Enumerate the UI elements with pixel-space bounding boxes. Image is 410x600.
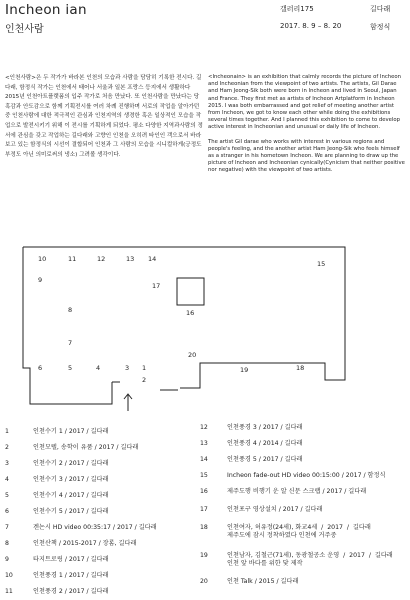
floor-plan-label: 17 bbox=[152, 282, 161, 290]
work-number: 19 bbox=[200, 552, 208, 559]
work-title: Incheon fade-out HD video 00:15:00 / 2017 / 함정식 bbox=[227, 472, 386, 479]
intro-korean: <인천사람>은 두 작가가 바라본 인천의 모습과 사람을 담담히 기록한 전시다. 길다래, 함정식 작가는 인천에서 태어나 서울과 일본 프랑스 등지에서 생활하다 2015년 인천아트플랫폼의 입주 작가로 처음 만났다. 또 인천사람을 만났다는 당혹감과 안도감으로 함께 기획전시를 여러 차례 진행하며 서로의 작업을 알아가던 중 인천사람에 대한 적극적인 관심과 인천지역의 생경한 혹은 일상적인 모습을 작업으로 발전시키기 위해 이 전시를 기획하게 되었다. 평소 다양한 지역과사람의 정서에 관심을 갖고 작업하는 길다래와 고향인 인천을 오히려 타인인 객으로서 바라보고 있는 함정식의 시선이 결합되어 인천과 그 사람의 모습을 시니컬하게(긍정도 부정도 아닌 의미로써의 냉소) 그려볼 생각이다. bbox=[5, 75, 203, 158]
work-number: 17 bbox=[200, 506, 208, 513]
floor-plan-label: 15 bbox=[317, 260, 326, 268]
work-number: 5 bbox=[5, 492, 9, 499]
floor-plan-label: 12 bbox=[97, 255, 106, 263]
floor-plan-label: 14 bbox=[148, 255, 157, 263]
work-title: 인천모텔, 송학이 유품 / 2017 / 길다래 bbox=[33, 444, 139, 451]
floor-plan-label: 7 bbox=[68, 339, 73, 347]
work-number: 12 bbox=[200, 424, 208, 431]
floor-plan-label: 11 bbox=[68, 255, 77, 263]
work-number: 6 bbox=[5, 508, 9, 515]
floor-plan-label: 10 bbox=[38, 255, 47, 263]
floor-plan-label: 6 bbox=[38, 364, 43, 372]
work-title: 인천풍경 3 / 2017 / 길다래 bbox=[227, 424, 303, 431]
work-number: 11 bbox=[5, 588, 13, 595]
floor-plan-label: 8 bbox=[68, 306, 73, 314]
work-number: 1 bbox=[5, 428, 9, 435]
work-title: 인천수기 4 / 2017 / 길다래 bbox=[33, 492, 109, 499]
work-number: 3 bbox=[5, 460, 9, 467]
floor-plan-wall-left bbox=[23, 247, 112, 404]
work-title: 인천수기 5 / 2017 / 길다래 bbox=[33, 508, 109, 515]
floor-plan-label: 20 bbox=[188, 351, 197, 359]
work-title: 인천남자, 김철근(71세), 동광철공소 운영 / 2017 / 길다래 인천 앞 바다를 위한 닻 제작 bbox=[227, 552, 393, 567]
exhibition-title: Incheon ian bbox=[5, 2, 87, 18]
floor-plan-label: 16 bbox=[186, 309, 195, 317]
floor-plan-label: 4 bbox=[96, 364, 101, 372]
work-title: 제주도행 비행기 운 알 신문 스크랩 / 2017 / 길다래 bbox=[227, 488, 367, 495]
work-title: 인천수기 2 / 2017 / 길다래 bbox=[33, 460, 109, 467]
work-title: 인천여자, 허유정(24세), 화교4세 / 2017 / 길다래 제주도에 잠시 정착하였다 인천에 거주중 bbox=[227, 524, 371, 539]
work-number: 18 bbox=[200, 524, 208, 531]
work-title: 인천풍경 5 / 2017 / 길다래 bbox=[227, 456, 303, 463]
work-number: 7 bbox=[5, 524, 9, 531]
floor-plan-label: 3 bbox=[125, 364, 130, 372]
work-number: 8 bbox=[5, 540, 9, 547]
floor-plan-label: 19 bbox=[240, 366, 249, 374]
floor-plan-pillar bbox=[177, 278, 204, 305]
exhibition-dates: 2017. 8. 9 – 8. 20 bbox=[280, 22, 342, 30]
work-number: 13 bbox=[200, 440, 208, 447]
work-number: 9 bbox=[5, 556, 9, 563]
work-title: 인천풍경 2 / 2017 / 길다래 bbox=[33, 588, 109, 595]
work-title: 겐논시 HD video 00:35:17 / 2017 / 길다래 bbox=[33, 524, 157, 531]
work-title: 인천산책 / 2015-2017 / 장롬, 길다래 bbox=[33, 540, 137, 547]
work-number: 15 bbox=[200, 472, 208, 479]
gallery-name: 갤러리175 bbox=[280, 5, 314, 13]
work-number: 20 bbox=[200, 578, 208, 585]
work-title: 인천풍경 1 / 2017 / 길다래 bbox=[33, 572, 109, 579]
floor-plan-label: 9 bbox=[38, 276, 43, 284]
floor-plan-label: 13 bbox=[126, 255, 135, 263]
artist-name-2: 함정식 bbox=[370, 23, 391, 31]
artist-name-1: 길다래 bbox=[370, 5, 391, 13]
exhibition-subtitle: 인천사람 bbox=[5, 24, 44, 35]
work-number: 10 bbox=[5, 572, 13, 579]
work-number: 2 bbox=[5, 444, 9, 451]
work-number: 4 bbox=[5, 476, 9, 483]
entrance-arrow bbox=[124, 394, 132, 411]
work-number: 14 bbox=[200, 456, 208, 463]
floor-plan-label: 5 bbox=[68, 364, 73, 372]
work-title: 인천 Talk / 2015 / 길다래 bbox=[227, 578, 299, 585]
floor-plan-label: 1 bbox=[142, 364, 147, 372]
work-title: 인천풍경 4 / 2014 / 길다래 bbox=[227, 440, 303, 447]
floor-plan-label: 2 bbox=[142, 376, 147, 384]
floor-plan-label: 18 bbox=[296, 364, 305, 372]
work-number: 16 bbox=[200, 488, 208, 495]
work-title: 인천수기 1 / 2017 / 길다래 bbox=[33, 428, 109, 435]
work-title: 타지트로링 / 2017 / 길다래 bbox=[33, 556, 109, 563]
intro-english-paragraph-1: <Incheonain> is an exhibition that calmly records the picture of Incheon and Incheonian from the viewpoint of two artists. The artists, Gil Darae and Ham Jeong-Sik both were born in Incheon and lived in Seoul, Japan and France. They first met as artists of Incheon Artplatform in Incheon 2015. I was both embarrassed and got relief of meeting another artist from Incheon, we got to know each other while doing the exhibitions several times together. And I planned this exhibition to come to develop active interest in Incheonian and unusual or daily life of Incheon. bbox=[208, 74, 401, 131]
work-title: 인천수기 3 / 2017 / 길다래 bbox=[33, 476, 109, 483]
intro-english-paragraph-2: The artist Gil darae who works with interest in various regions and people's feeling, and the another artist Ham Jeong-Sik who feels himself as a stranger in his hometown Incheon. We are planning to draw up the picture of Incheon and Incheonian cynically(Cynicism that neither positive nor negative) with the viewpoint of two artists. bbox=[208, 138, 405, 174]
work-title: 인천포구 영상설치 / 2017 / 길다래 bbox=[227, 506, 323, 513]
